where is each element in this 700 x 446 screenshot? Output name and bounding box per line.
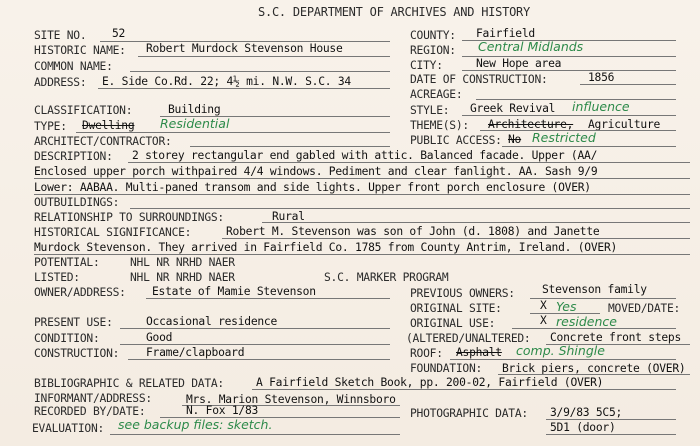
public-access-label: PUBLIC ACCESS: xyxy=(410,134,502,147)
bibliographic-label: BIBLIOGRAPHIC & RELATED DATA: xyxy=(34,377,224,390)
condition-value: Good xyxy=(146,331,173,344)
marker-program: S.C. MARKER PROGRAM xyxy=(324,271,449,284)
construction-label: CONSTRUCTION: xyxy=(34,347,120,360)
photographic-rule-1 xyxy=(546,419,676,420)
condition-line xyxy=(120,344,390,345)
relationship-label: RELATIONSHIP TO SURROUNDINGS: xyxy=(34,211,224,224)
region-label: REGION: xyxy=(410,44,456,57)
foundation-value: Brick piers, concrete (OVER) xyxy=(502,362,686,375)
outbuildings-line xyxy=(130,208,690,209)
foundation-line xyxy=(498,374,690,375)
common-name-label: COMMON NAME: xyxy=(34,60,113,73)
original-use-label: ORIGINAL USE: xyxy=(410,317,496,330)
historical-significance-label: HISTORICAL SIGNIFICANCE: xyxy=(34,226,192,239)
architect-label: ARCHITECT/CONTRACTOR: xyxy=(34,135,172,148)
county-label: COUNTY: xyxy=(410,29,456,42)
county-value: Fairfield xyxy=(476,27,535,40)
address-value: E. Side Co.Rd. 22; 4½ mi. N.W. S.C. 34 xyxy=(102,75,351,88)
city-label: CITY: xyxy=(410,59,443,72)
moved-date-label: MOVED/DATE: xyxy=(608,302,681,315)
foundation-label: FOUNDATION: xyxy=(410,362,483,375)
style-value: Greek Revival xyxy=(470,102,556,115)
original-use-handwritten: residence xyxy=(556,314,617,329)
altered-value: Concrete front steps xyxy=(550,331,682,344)
previous-owners-value: Stevenson family xyxy=(542,283,647,296)
description-rule-1 xyxy=(128,162,690,163)
public-access-line xyxy=(502,146,676,147)
description-line-2: Enclosed upper porch withpaired 4/4 windows. Pediment and clear fanlight. AA. Sash 9/9 xyxy=(34,165,598,178)
informant-label: INFORMANT/ADDRESS: xyxy=(34,392,152,405)
condition-label: CONDITION: xyxy=(34,332,100,345)
original-site-label: ORIGINAL SITE: xyxy=(410,302,502,315)
photographic-label: PHOTOGRAPHIC DATA: xyxy=(410,407,528,420)
historic-name-label: HISTORIC NAME: xyxy=(34,44,126,57)
description-line-1: 2 storey rectangular end gabled with attic. Balanced facade. Upper (AA/ xyxy=(132,149,598,162)
relationship-value: Rural xyxy=(272,210,305,223)
themes-label: THEME(S): xyxy=(410,119,469,132)
style-line xyxy=(462,115,676,116)
card-header: S.C. DEPARTMENT OF ARCHIVES AND HISTORY xyxy=(258,5,531,19)
date-construction-line xyxy=(580,84,676,85)
photographic-line-1: 3/9/83 5C5; xyxy=(550,406,623,419)
photographic-rule-2 xyxy=(546,434,676,435)
address-label: ADDRESS: xyxy=(34,76,87,89)
listed-options: NHL NR NRHD NAER xyxy=(130,271,235,284)
original-site-mark: X xyxy=(540,299,547,312)
roof-struck-value: Asphalt xyxy=(456,346,502,359)
classification-label: CLASSIFICATION: xyxy=(34,104,133,117)
city-line xyxy=(462,70,676,71)
potential-label: POTENTIAL: xyxy=(34,256,100,269)
date-construction-label: DATE OF CONSTRUCTION: xyxy=(410,73,548,86)
bibliographic-value: A Fairfield Sketch Book, pp. 200-02, Fairfield (OVER) xyxy=(256,376,604,389)
historical-line-1: Robert M. Stevenson was son of John (d. 1808) and Janette xyxy=(226,225,600,238)
roof-handwritten: comp. Shingle xyxy=(516,343,605,358)
site-no-label: SITE NO. xyxy=(34,29,87,42)
style-handwritten: influence xyxy=(572,99,630,114)
description-line-3: Lower: AABAA. Multi-paned transom and side lights. Upper front porch enclosure (OVER) xyxy=(34,181,591,194)
present-use-value: Occasional residence xyxy=(146,315,278,328)
architect-line xyxy=(190,146,390,147)
photographic-line-2: 5D1 (door) xyxy=(550,421,616,434)
acreage-label: ACREAGE: xyxy=(410,88,463,101)
original-use-line xyxy=(512,328,676,329)
themes-struck-value: Architecture, xyxy=(488,118,574,131)
present-use-line xyxy=(120,328,390,329)
date-construction-value: 1856 xyxy=(588,71,615,84)
original-site-handwritten: Yes xyxy=(556,299,577,314)
historical-line-2: Murdock Stevenson. They arrived in Fairfield Co. 1785 from County Antrim, Ireland. (OVER) xyxy=(34,241,618,254)
informant-value: Mrs. Marion Stevenson, Winnsboro xyxy=(186,393,396,406)
description-label: DESCRIPTION: xyxy=(34,150,113,163)
bibliographic-line xyxy=(252,389,676,390)
altered-label: (ALTERED/UNALTERED: xyxy=(406,332,531,345)
description-rule-3 xyxy=(34,194,690,195)
roof-label: ROOF: xyxy=(410,347,443,360)
style-label: STYLE: xyxy=(410,104,450,117)
construction-line xyxy=(128,359,390,360)
region-handwritten: Central Midlands xyxy=(478,39,584,54)
previous-owners-line xyxy=(530,298,676,299)
previous-owners-label: PREVIOUS OWNERS: xyxy=(410,287,515,300)
outbuildings-label: OUTBUILDINGS: xyxy=(34,196,120,209)
classification-value: Building xyxy=(168,103,221,116)
type-handwritten: Residential xyxy=(160,116,230,131)
owner-address-label: OWNER/ADDRESS: xyxy=(34,286,126,299)
public-access-struck-value: No xyxy=(508,133,522,146)
type-struck-value: Dwelling xyxy=(82,119,135,132)
city-value: New Hope area xyxy=(476,57,562,70)
evaluation-label: EVALUATION: xyxy=(32,422,105,435)
roof-line xyxy=(450,359,676,360)
owner-address-value: Estate of Mamie Stevenson xyxy=(152,285,316,298)
listed-label: LISTED: xyxy=(34,271,80,284)
relationship-line xyxy=(262,222,690,223)
recorded-by-label: RECORDED BY/DATE: xyxy=(34,405,146,418)
common-name-line xyxy=(130,71,390,72)
present-use-label: PRESENT USE: xyxy=(34,316,113,329)
original-use-mark: X xyxy=(540,314,547,327)
themes-value: Agriculture xyxy=(588,118,661,131)
historic-name-value: Robert Murdock Stevenson House xyxy=(146,42,343,55)
type-label: TYPE: xyxy=(34,120,67,133)
owner-address-line xyxy=(146,298,390,299)
evaluation-handwritten: see backup files: sketch. xyxy=(118,417,273,432)
public-access-handwritten: Restricted xyxy=(532,130,596,145)
type-line xyxy=(76,132,390,133)
historical-rule-1 xyxy=(222,238,690,239)
description-rule-2 xyxy=(34,178,690,179)
historical-rule-2 xyxy=(34,254,690,255)
recorded-by-value: N. Fox 1/83 xyxy=(186,404,259,417)
evaluation-line xyxy=(110,434,400,435)
potential-options: NHL NR NRHD NAER xyxy=(130,256,235,269)
construction-value: Frame/clapboard xyxy=(146,346,245,359)
site-no-value: 52 xyxy=(112,27,126,40)
historic-name-line xyxy=(138,56,390,57)
address-line xyxy=(98,88,390,89)
